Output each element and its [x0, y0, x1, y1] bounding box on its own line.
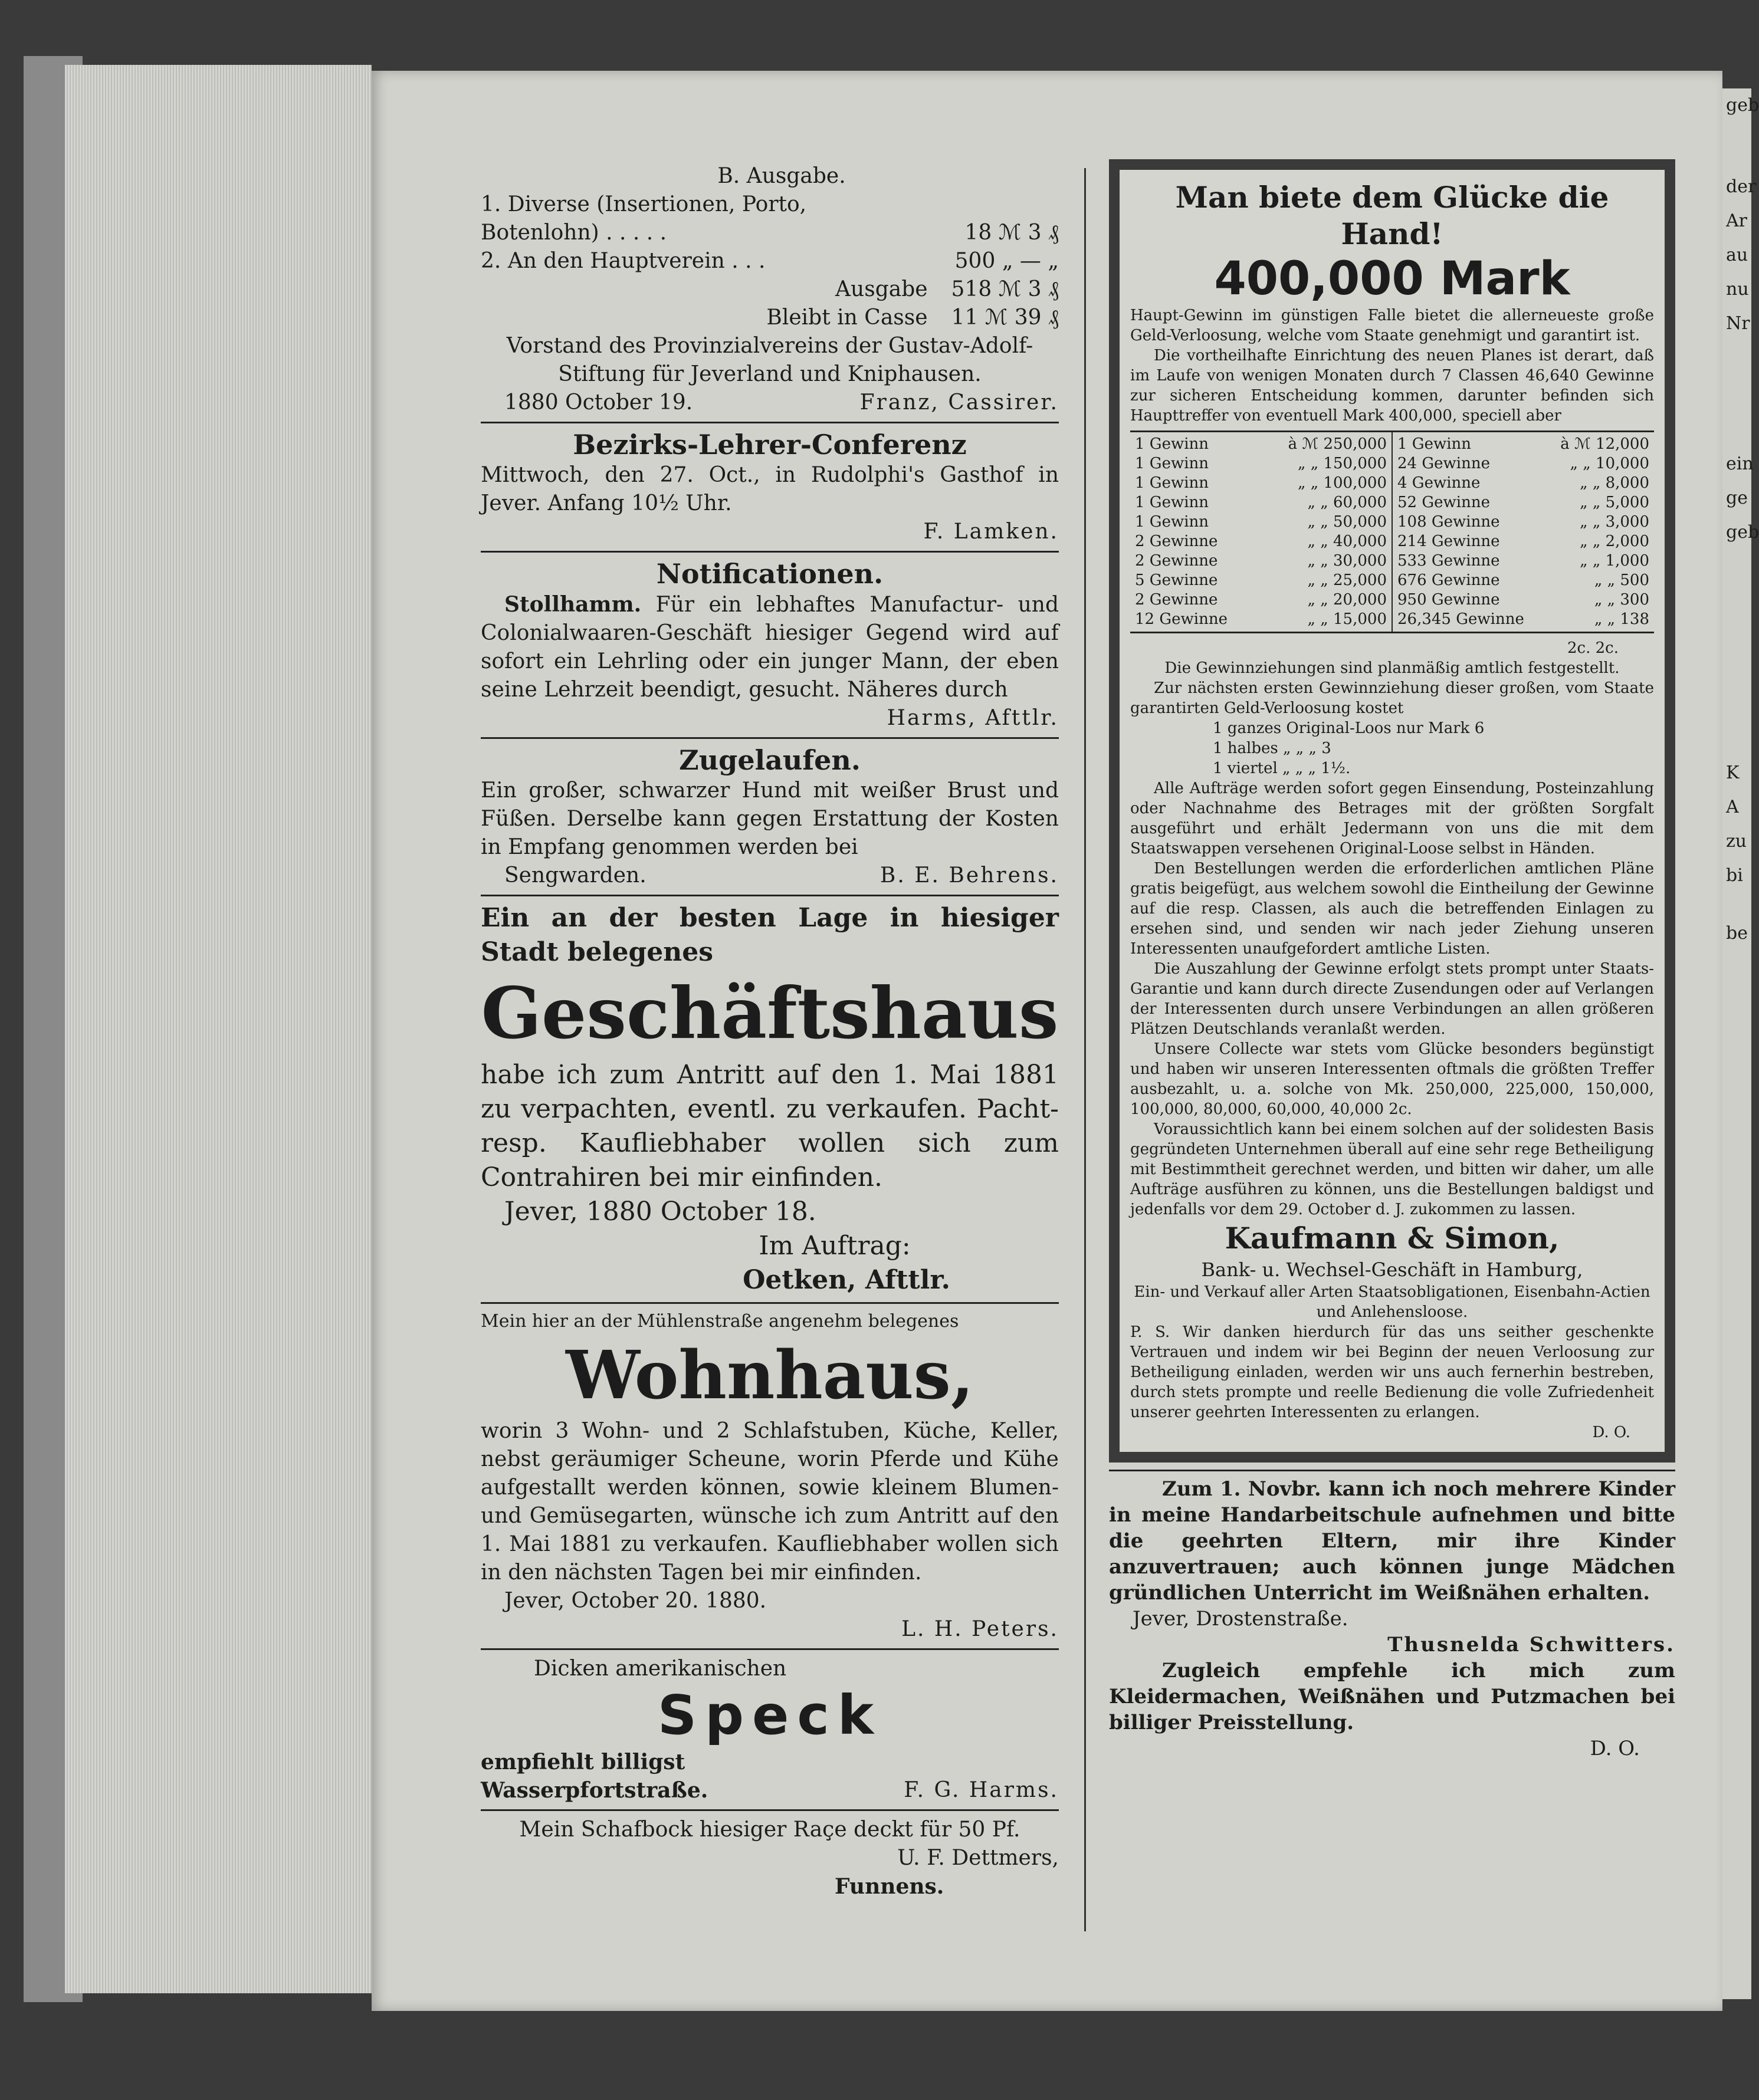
lottery-price2: 1 halbes „ „ „ 3: [1213, 740, 1331, 757]
prize-row: [1135, 571, 1387, 590]
handarbeit-addendum-sign: D. O.: [1590, 1737, 1640, 1760]
ausgabe-total-label: Ausgabe: [835, 277, 928, 301]
page-stack-edge: [65, 65, 372, 1993]
divider: [481, 1302, 1059, 1304]
ausgabe-date-row: [481, 389, 1059, 417]
prize-row: [1397, 571, 1649, 590]
prize-count: 24 Gewinne: [1397, 455, 1490, 472]
zugelaufen-signer: B. E. Behrens.: [880, 863, 1059, 888]
prize-amount: „ „ 1,000: [1580, 552, 1649, 570]
lottery-ad: [1109, 159, 1675, 1463]
wohnhaus-date: Jever, October 20. 1880.: [504, 1589, 767, 1613]
notificationen-section: [481, 557, 1059, 732]
notificationen-body: Für ein lebhaftes Manufactur- und Colonialwaaren-Geschäft hiesiger Gegend wird auf sofort ein Lehrling oder ein junger Mann, der eben seine Lehrzeit beendigt, gesucht. Näheres durch: [481, 593, 1059, 702]
prize-row: [1397, 512, 1649, 532]
column-divider: [1084, 168, 1086, 1931]
next-page-fragment: geb: [1726, 522, 1759, 543]
lottery-p8: Unsere Collecte war stets vom Glücke besonders begünstigt und haben wir unseren Interessenten oftmals die größten Treffer ausbezahlt, u. a. solche von Mk. 250,000, 225,000, 150,000, 100,000, 80,000, 60,000, 40,000 2c.: [1130, 1040, 1654, 1118]
lottery-p5: Alle Aufträge werden sofort gegen Einsendung, Posteinzahlung oder Nachnahme des Betrages mit der größten Sorgfalt ausgeführt und erhält Jedermann von uns die mit dem Staatswappen versehenen Original-Loose selbst in Händen.: [1130, 780, 1654, 857]
wohnhaus-signer: L. H. Peters.: [901, 1617, 1059, 1641]
prize-row: [1397, 532, 1649, 551]
prize-count: 2 Gewinne: [1135, 533, 1218, 550]
lottery-firm: Kaufmann & Simon,: [1225, 1221, 1560, 1256]
prize-row: [1135, 590, 1387, 610]
lottery-ps-sign: D. O.: [1592, 1424, 1630, 1441]
lottery-firm-line2: Ein- und Verkauf aller Arten Staatsobligationen, Eisenbahn-Actien und Anlehensloose.: [1134, 1283, 1650, 1321]
divider: [481, 422, 1059, 423]
prize-amount: „ „ 40,000: [1307, 533, 1387, 550]
prize-row: [1397, 610, 1649, 629]
prize-count: 108 Gewinne: [1397, 513, 1500, 531]
prize-amount: „ „ 2,000: [1580, 533, 1649, 550]
prize-count: 2 Gewinne: [1135, 552, 1218, 570]
divider: [481, 1648, 1059, 1650]
divider: [481, 1809, 1059, 1811]
lottery-amount: 400,000 Mark: [1214, 252, 1570, 305]
prize-table-etc: 2c. 2c.: [1567, 639, 1619, 657]
ausgabe-date: 1880 October 19.: [504, 390, 693, 415]
prize-count: 26,345 Gewinne: [1397, 610, 1524, 628]
schafbock-ad: [481, 1816, 1059, 1901]
prize-row: [1397, 493, 1649, 512]
zugelaufen-sign-row: [481, 862, 1059, 890]
lottery-p2: Die vortheilhafte Einrichtung des neuen Planes ist derart, daß im Laufe von wenigen Monaten durch 7 Classen 46,640 Gewinne zur sicheren Entscheidung kommen, darunter befinden sich Haupttreffer von eventuell Mark 400,000, speciell aber: [1130, 347, 1654, 425]
ausgabe-item2-label: 2. An den Hauptverein . . .: [481, 249, 766, 273]
schafbock-signer2: Funnens.: [835, 1874, 944, 1899]
prize-row: [1135, 532, 1387, 551]
zugelaufen-body: Ein großer, schwarzer Hund mit weißer Brust und Füßen. Derselbe kann gegen Erstattung der Kosten in Empfang genommen werden bei: [481, 778, 1059, 859]
ausgabe-board-text: Vorstand des Provinzialvereins der Gustav-Adolf-Stiftung für Jeverland und Kniphausen.: [506, 334, 1033, 386]
geschaeftshaus-auftrag: Im Auftrag:: [759, 1231, 911, 1261]
ausgabe-item1-value: 18 ℳ 3 ₰: [964, 221, 1059, 245]
schafbock-signer1: U. F. Dettmers,: [897, 1846, 1059, 1870]
ausgabe-balance-value: 11 ℳ 39 ₰: [951, 305, 1059, 330]
next-page-fragment: zu: [1726, 831, 1747, 852]
prize-amount: „ „ 10,000: [1570, 455, 1649, 472]
lottery-p3: Die Gewinnziehungen sind planmäßig amtlich festgestellt.: [1164, 659, 1620, 677]
prize-count: 2 Gewinne: [1135, 591, 1218, 609]
zugelaufen-title: Zugelaufen.: [679, 744, 861, 776]
notificationen-lead: Stollhamm.: [504, 592, 642, 617]
prize-row: [1135, 610, 1387, 629]
prize-amount: „ „ 25,000: [1307, 571, 1387, 589]
lottery-prize-table: [1130, 430, 1654, 633]
prize-amount: „ „ 20,000: [1307, 591, 1387, 609]
ausgabe-balance-row: [481, 304, 1059, 332]
prize-count: 52 Gewinne: [1397, 494, 1490, 511]
lottery-headline: Man biete dem Glücke die Hand!: [1175, 180, 1609, 251]
prize-table-right: [1392, 432, 1654, 632]
prize-amount: „ „ 15,000: [1307, 610, 1387, 628]
prize-amount: „ „ 138: [1594, 610, 1649, 628]
prize-row: [1397, 551, 1649, 571]
divider: [481, 737, 1059, 739]
prize-amount: „ „ 300: [1594, 591, 1649, 609]
lottery-p7: Die Auszahlung der Gewinne erfolgt stets prompt unter Staats-Garantie und kann durch directe Zusendungen oder auf Verlangen der Interessenten durch unsere Verbindungen an allen größeren Plätzen Deutschlands veranlaßt werden.: [1130, 960, 1654, 1038]
wohnhaus-ad: [481, 1309, 1059, 1644]
conferenz-title: Bezirks-Lehrer-Conferenz: [573, 429, 967, 461]
zugelaufen-section: [481, 744, 1059, 890]
prize-row: [1397, 590, 1649, 610]
next-page-fragment: Nr: [1726, 313, 1750, 334]
next-page-fragment: bi: [1726, 865, 1743, 886]
ausgabe-heading: B. Ausgabe.: [717, 164, 846, 188]
prize-count: 1 Gewinn: [1135, 494, 1209, 511]
prize-amount: „ „ 100,000: [1298, 474, 1387, 492]
speck-ad: [481, 1655, 1059, 1805]
next-page-fragment: der: [1726, 176, 1757, 197]
prize-amount: „ „ 3,000: [1580, 513, 1649, 531]
next-page-fragment: be: [1726, 923, 1748, 944]
lottery-price3: 1 viertel „ „ „ 1½.: [1213, 760, 1351, 777]
speck-signer: F. G. Harms.: [904, 1778, 1059, 1802]
ausgabe-total-value: 518 ℳ 3 ₰: [951, 277, 1059, 301]
prize-amount: „ „ 500: [1594, 571, 1649, 589]
handarbeit-ad: [1109, 1476, 1675, 1761]
next-page-fragment: ge: [1726, 488, 1748, 508]
prize-count: 1 Gewinn: [1135, 513, 1209, 531]
ausgabe-total-row: [481, 275, 1059, 304]
handarbeit-signer: Thusnelda Schwitters.: [1387, 1633, 1675, 1657]
prize-amount: à ℳ 250,000: [1288, 435, 1387, 453]
handarbeit-body: Zum 1. Novbr. kann ich noch mehrere Kinder in meine Handarbeitschule aufnehmen und bitte die geehrten Eltern, mir ihre Kinder anzuvertrauen; auch können junge Mädchen gründlichen Unterricht im Weißnähen erhalten.: [1109, 1477, 1675, 1605]
prize-table-left: [1130, 432, 1392, 632]
prize-amount: „ „ 150,000: [1298, 455, 1387, 472]
handarbeit-addendum: Zugleich empfehle ich mich zum Kleidermachen, Weißnähen und Putzmachen bei billiger Preisstellung.: [1109, 1659, 1675, 1734]
speck-intro: Dicken amerikanischen: [534, 1657, 787, 1681]
handarbeit-place: Jever, Drostenstraße.: [1133, 1607, 1348, 1631]
next-page-fragment: K: [1726, 763, 1740, 783]
prize-row: [1135, 474, 1387, 493]
ausgabe-signer: Franz, Cassirer.: [859, 390, 1059, 415]
next-page-sliver: [1722, 88, 1759, 1999]
speck-title: Speck: [657, 1684, 882, 1747]
prize-count: 676 Gewinne: [1397, 571, 1500, 589]
ausgabe-section: [481, 162, 1059, 417]
wohnhaus-intro: Mein hier an der Mühlenstraße angenehm belegenes: [481, 1311, 959, 1332]
next-page-fragment: ein: [1726, 453, 1754, 474]
next-page-fragment: A: [1726, 797, 1739, 817]
prize-amount: à ℳ 12,000: [1560, 435, 1649, 453]
prize-count: 5 Gewinne: [1135, 571, 1218, 589]
prize-amount: „ „ 50,000: [1307, 513, 1387, 531]
next-page-fragment: geb: [1726, 95, 1759, 116]
next-page-fragment: Ar: [1726, 211, 1748, 231]
prize-row: [1397, 474, 1649, 493]
ausgabe-item1-label: Botenlohn) . . . . .: [481, 221, 667, 245]
geschaeftshaus-signer: Oetken, Afttlr.: [743, 1265, 950, 1295]
divider: [481, 551, 1059, 553]
prize-row: [1135, 435, 1387, 454]
wohnhaus-title: Wohnhaus,: [566, 1337, 974, 1414]
lottery-p9: Voraussichtlich kann bei einem solchen auf der solidesten Basis gegründeten Unternehmen überall auf eine sehr rege Betheiligung mit Bestimmtheit gerechnet werden, und bitten wir daher, um alle Aufträge ausführen zu können, uns die Bestellungen baldigst und jedenfalls vor dem 29. October d. J. zukommen zu lassen.: [1130, 1120, 1654, 1218]
lottery-p6: Den Bestellungen werden die erforderlichen amtlichen Pläne gratis beigefügt, aus welchem sowohl die Eintheilung der Gewinne auf die resp. Classen, als auch die betreffenden Einlagen zu ersehen sind, und senden wir nach jeder Ziehung unseren Interessenten unaufgefordert amtliche Listen.: [1130, 860, 1654, 958]
prize-count: 12 Gewinne: [1135, 610, 1228, 628]
prize-count: 1 Gewinn: [1135, 474, 1209, 492]
speck-place: Wasserpfortstraße.: [481, 1778, 708, 1803]
next-page-fragment: nu: [1726, 279, 1749, 300]
geschaeftshaus-ad: [481, 901, 1059, 1297]
ausgabe-balance-label: Bleibt in Casse: [766, 305, 928, 330]
prize-count: 1 Gewinn: [1135, 455, 1209, 472]
prize-count: 533 Gewinne: [1397, 552, 1500, 570]
lottery-p4: Zur nächsten ersten Gewinnziehung dieser großen, vom Staate garantirten Geld-Verloosung kostet: [1130, 679, 1654, 717]
geschaeftshaus-body: habe ich zum Antritt auf den 1. Mai 1881 zu verpachten, eventl. zu verkaufen. Pacht- resp. Kaufliebhaber wollen sich zum Contrahiren bei mir einfinden.: [481, 1060, 1059, 1192]
conferenz-section: [481, 428, 1059, 546]
notificationen-title: Notificationen.: [656, 558, 884, 590]
zugelaufen-place: Sengwarden.: [504, 863, 647, 888]
prize-row: [1135, 551, 1387, 571]
lottery-firm-line1: Bank- u. Wechsel-Geschäft in Hamburg,: [1201, 1258, 1583, 1281]
prize-count: 950 Gewinne: [1397, 591, 1500, 609]
prize-count: 214 Gewinne: [1397, 533, 1500, 550]
schafbock-body: Mein Schafbock hiesiger Raçe deckt für 50 Pf.: [519, 1818, 1020, 1842]
notificationen-signer: Harms, Afttlr.: [887, 706, 1059, 730]
prize-row: [1135, 454, 1387, 474]
next-page-fragment: au: [1726, 245, 1748, 265]
divider: [1109, 1470, 1675, 1471]
geschaeftshaus-intro: Ein an der besten Lage in hiesiger Stadt belegenes: [481, 903, 1059, 967]
lottery-price1: 1 ganzes Original-Loos nur Mark 6: [1213, 719, 1485, 737]
wohnhaus-body: worin 3 Wohn- und 2 Schlafstuben, Küche, Keller, nebst geräumiger Scheune, worin Pferde und Kühe aufgestallt werden können, sowie kleinem Blumen- und Gemüsegarten, wünsche ich zum Antritt auf den 1. Mai 1881 zu verkaufen. Kaufliebhaber wollen sich in den nächsten Tagen bei mir einfinden.: [481, 1419, 1059, 1585]
lottery-p1: Haupt-Gewinn im günstigen Falle bietet die allerneueste große Geld-Verloosung, welche vom Staate genehmigt und garantirt ist.: [1130, 307, 1654, 344]
prize-amount: „ „ 8,000: [1580, 474, 1649, 492]
prize-amount: „ „ 5,000: [1580, 494, 1649, 511]
conferenz-signer: F. Lamken.: [923, 520, 1059, 544]
speck-line: empfiehlt billigst: [481, 1750, 685, 1774]
prize-row: [1135, 512, 1387, 532]
geschaeftshaus-date: Jever, 1880 October 18.: [504, 1197, 816, 1227]
ausgabe-item2-row: [481, 247, 1059, 275]
right-column: [1109, 159, 1675, 1761]
ausgabe-item2-value: 500 „ — „: [954, 249, 1059, 273]
prize-amount: „ „ 30,000: [1307, 552, 1387, 570]
prize-row: [1135, 493, 1387, 512]
prize-count: 4 Gewinne: [1397, 474, 1481, 492]
conferenz-body: Mittwoch, den 27. Oct., in Rudolphi's Gasthof in Jever. Anfang 10½ Uhr.: [481, 463, 1059, 515]
prize-row: [1397, 435, 1649, 454]
prize-amount: „ „ 60,000: [1307, 494, 1387, 511]
geschaeftshaus-title: Geschäftshaus: [481, 972, 1059, 1055]
divider: [481, 895, 1059, 896]
prize-count: 1 Gewinn: [1397, 435, 1472, 453]
prize-count: 1 Gewinn: [1135, 435, 1209, 453]
ausgabe-item1-row: [481, 219, 1059, 247]
speck-sign-row: [481, 1776, 1059, 1805]
prize-row: [1397, 454, 1649, 474]
left-column: [481, 162, 1059, 1901]
ausgabe-item1-line1: 1. Diverse (Insertionen, Porto,: [481, 192, 807, 216]
lottery-ps: P. S. Wir danken hierdurch für das uns seither geschenkte Vertrauen und indem wir bei Beginn der neuen Verloosung zur Betheiligung einladen, werden wir uns auch fernerhin bestreben, durch stets prompte und reelle Bedienung die volle Zufriedenheit unserer geehrten Interessenten zu erlangen.: [1130, 1323, 1654, 1421]
